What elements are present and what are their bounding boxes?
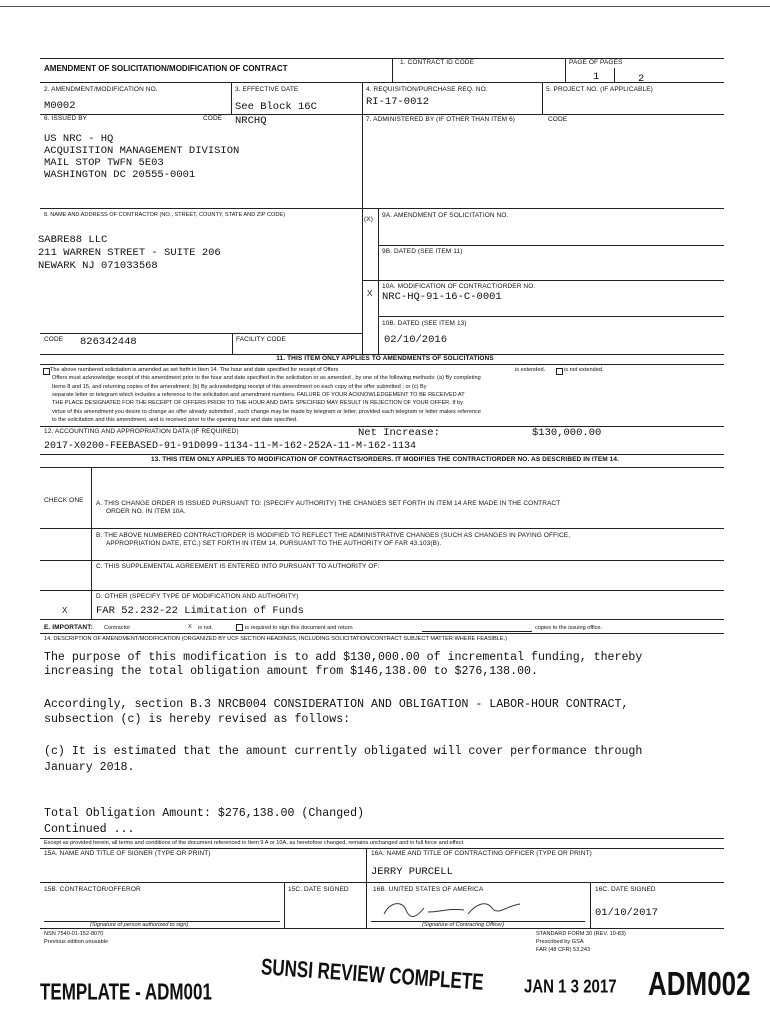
contractor-code: 826342448 [80, 336, 137, 348]
rule [542, 82, 543, 114]
rule [614, 68, 615, 82]
requisition-no: RI-17-0012 [366, 96, 430, 108]
block11-text-5: virtue of this amendment you desire to change an offer already submitted , such change may be made by telegram or letter, provided each telegram or letter makes reference [52, 409, 481, 415]
important-contractor: Contractor [104, 625, 131, 631]
contractor-code-label: CODE [44, 336, 64, 343]
nsn: NSN 7540-01-152-8070 [44, 931, 104, 937]
amendment-no-label: 2. AMENDMENT/MODIFICATION NO. [44, 86, 158, 93]
standard-form: STANDARD FORM 30 (REV. 10-83) [536, 931, 626, 937]
page-number: 1 [593, 71, 600, 83]
description-line-5: subsection (c) is hereby revised as follows: [44, 713, 351, 726]
accounting-label: 12. ACCOUNTING AND APPROPRIATION DATA (IF REQUIRED) [44, 428, 239, 435]
block11-line1: The above numbered solicitation is amended as set forth in Item 14. The hour and date specified for receipt of Offers [50, 367, 339, 373]
item13-b2: APPROPRIATION DATE, ETC.) SET FORTH IN ITEM 14, PURSUANT TO THE AUTHORITY OF FAR 43.103(B). [106, 540, 442, 547]
item13-a2: ORDER NO. IN ITEM 10A. [106, 508, 186, 515]
rule [40, 208, 362, 209]
rule [40, 633, 724, 634]
mod-dated: 02/10/2016 [384, 334, 448, 346]
contractor-label: 8. NAME AND ADDRESS OF CONTRACTOR (NO., STREET, COUNTY, STATE AND ZIP CODE) [44, 212, 285, 218]
contractor-line-3: NEWARK NJ 071033568 [38, 260, 158, 272]
description-line-7: (c) It is estimated that the amount currently obligated will cover performance through [44, 745, 643, 758]
prescribed-by: Prescribed by GSA [536, 939, 584, 945]
contractor-signature-label: (Signature of person authorized to sign) [90, 922, 189, 928]
description-line-8: January 2018. [44, 761, 135, 774]
item13-b: B. THE ABOVE NUMBERED CONTRACT/ORDER IS MODIFIED TO REFLECT THE ADMINISTRATIVE CHANGES (SUCH AS CHANGES IN PAYING OFFICE, [96, 532, 571, 539]
page-label: PAGE OF PAGES [569, 59, 623, 66]
checkbox-not-extended[interactable] [556, 368, 563, 375]
issued-by-code-label: CODE [203, 115, 223, 122]
rule [40, 528, 724, 529]
issued-by-line-4: WASHINGTON DC 20555-0001 [44, 169, 196, 181]
date-stamp: JAN 1 3 2017 [524, 976, 617, 998]
contractor-line-2: 211 WARREN STREET - SUITE 206 [38, 247, 221, 259]
accounting-data: 2017-X0200-FEEBASED-91-91D099-1134-11-M-162-252A-11-M-162-1134 [44, 441, 417, 452]
rule [362, 82, 363, 354]
col-x-mark: (X) [364, 216, 373, 223]
rule [40, 928, 724, 929]
contract-id-label: 1. CONTRACT ID CODE [400, 59, 475, 66]
rule [362, 280, 724, 281]
co-date-label: 16C. DATE SIGNED [595, 886, 656, 893]
mod-contract-no-label: 10A. MODIFICATION OF CONTRACT/ORDER NO. [382, 283, 536, 290]
co-signature-label: (Signature of Contracting Officer) [422, 922, 505, 928]
issued-by-code: NRCHQ [235, 115, 267, 127]
co-name: JERRY PURCELL [371, 866, 453, 878]
mod-dated-label: 10B. DATED (SEE ITEM 13) [382, 320, 467, 327]
project-no-label: 5. PROJECT NO. (IF APPLICABLE) [546, 86, 653, 93]
block11-text-2: Items 8 and 15, and returning copies of the amendment; (b) By acknowledging receipt of this amendment on each copy of the offer submitted ; or (c) By [52, 384, 427, 390]
administered-by-code-label: CODE [548, 116, 568, 123]
solicitation-no-label: 9A. AMENDMENT OF SOLICITATION NO. [382, 212, 509, 219]
mod-x-mark: X [367, 289, 373, 298]
rule [590, 882, 591, 928]
usa-label: 16B. UNITED STATES OF AMERICA [373, 886, 484, 893]
rule [91, 467, 92, 619]
amendment-no: M0002 [44, 100, 76, 112]
facility-code-label: FACILITY CODE [236, 336, 286, 343]
important-label: E. IMPORTANT: [44, 624, 93, 631]
rule [392, 58, 393, 82]
description-line-2: increasing the total obligation amount from $146,138.00 to $276,138.00. [44, 665, 538, 678]
important-is-required: is required to sign this document and return [245, 625, 353, 631]
rule [40, 848, 724, 849]
rule [40, 560, 724, 561]
rule [232, 333, 233, 354]
pages-count: 2 [638, 73, 645, 85]
issued-by-line-2: ACQUISITION MANAGEMENT DIVISION [44, 145, 240, 157]
item13-a: A. THIS CHANGE ORDER IS ISSUED PURSUANT TO: (SPECIFY AUTHORITY) THE CHANGES SET FORTH IN ITEM 14 ARE MADE IN THE CONTRACT [96, 500, 561, 507]
template-stamp: TEMPLATE - ADM001 [40, 979, 212, 1005]
rule [378, 245, 724, 246]
except-text: Except as provided herein, all terms and conditions of the document referenced in Item 9 A or 10A, as heretofore changed, remains unchanged and in full force and effect. [44, 840, 465, 846]
block11-text-4: THE PLACE DESIGNATED FOR THE RECEIPT OF OFFERS PRIOR TO THE HOUR AND DATE SPECIFIED MAY RESULT IN REJECTION OF YOUR OFFER. If by [52, 400, 463, 406]
contractor-offeror-label: 15B. CONTRACTOR/OFFEROR [44, 886, 141, 893]
effective-date: See Block 16C [235, 101, 317, 113]
description-line-1: The purpose of this modification is to add $130,000.00 of incremental funding, thereby [44, 651, 643, 664]
rule [378, 208, 379, 354]
rule [40, 333, 362, 334]
description-line-12: Continued ... [44, 823, 135, 836]
description-line-11: Total Obligation Amount: $276,138.00 (Changed) [44, 807, 365, 820]
item13-d-mark: X [62, 606, 68, 615]
rule [40, 82, 724, 83]
previous-edition: Previous edition unusable [44, 939, 109, 945]
block11-title: 11. THIS ITEM ONLY APPLIES TO AMENDMENTS OF SOLICITATIONS [276, 355, 494, 362]
rule [40, 619, 724, 620]
administered-by-label: 7. ADMINISTERED BY (IF OTHER THAN ITEM 6) [366, 116, 516, 123]
checkbox-is-required[interactable] [236, 624, 243, 631]
adm-stamp: ADM002 [648, 964, 751, 1003]
rule [40, 838, 724, 839]
net-increase-label: Net Increase: [358, 427, 440, 439]
co-date: 01/10/2017 [595, 907, 659, 919]
block11-text-3: separate letter or telegram which includes a reference to the solicitation and amendment numbers. FAILURE OF YOUR ACKNOWLEDGEMENT TO BE RECEIVED AT [52, 392, 465, 398]
item13-c: C. THIS SUPPLEMENTAL AGREEMENT IS ENTERED INTO PURSUANT TO AUTHORITY OF: [96, 563, 380, 570]
top-rule [0, 6, 770, 7]
important-copies: copies to the issuing office. [535, 625, 603, 631]
important-is-not: is not, [198, 625, 213, 631]
issued-by-line-3: MAIL STOP TWFN 5E03 [44, 157, 164, 169]
review-stamp: SUNSI REVIEW COMPLETE [260, 954, 485, 996]
co-signature [380, 896, 530, 922]
mod-contract-no: NRC-HQ-91-16-C-0001 [382, 291, 502, 303]
checkbox-sol-amended[interactable] [43, 368, 50, 375]
copies-blank [422, 631, 532, 632]
effective-date-label: 3. EFFECTIVE DATE [235, 86, 299, 93]
item13-d-value: FAR 52.232-22 Limitation of Funds [96, 605, 304, 617]
block11-text-1: Offers must acknowledge receipt of this amendment prior to the hour and date specified in the solicitation or as amended , by one of the following methods: (a) By completing [52, 375, 481, 381]
form-title: AMENDMENT OF SOLICITATION/MODIFICATION OF CONTRACT [44, 64, 288, 73]
rule [284, 882, 285, 928]
issued-by-label: 6. ISSUED BY [44, 115, 88, 122]
block13-title: 13. THIS ITEM ONLY APPLIES TO MODIFICATION OF CONTRACTS/ORDERS. IT MODIFIES THE CONTRACT/ORDER NO. AS DESCRIBED IN ITEM 14. [150, 456, 620, 463]
contractor-line-1: SABRE88 LLC [38, 234, 108, 246]
requisition-label: 4. REQUISITION/PURCHASE REQ. NO. [366, 86, 488, 93]
rule [40, 114, 724, 115]
rule [378, 316, 724, 317]
important-x: X [188, 624, 192, 630]
rule [40, 467, 724, 468]
issued-by-line-1: US NRC - HQ [44, 133, 114, 145]
block11-not-extended: is not extended. [564, 367, 604, 373]
rule [40, 364, 724, 365]
rule [362, 208, 724, 209]
item13-d: D. OTHER (SPECIFY TYPE OF MODIFICATION AND AUTHORITY) [96, 593, 299, 600]
net-increase-amount: $130,000.00 [532, 427, 602, 439]
rule [231, 82, 232, 114]
rule [40, 882, 724, 883]
block11-extended: is extended. [515, 367, 546, 373]
contractor-date-label: 15C. DATE SIGNED [288, 886, 349, 893]
co-name-label: 16A. NAME AND TITLE OF CONTRACTING OFFICER (TYPE OR PRINT) [371, 850, 592, 857]
description-label: 14. DESCRIPTION OF AMENDMENT/MODIFICATION (ORGANIZED BY UCF SECTION HEADINGS, INCLUDING SOLICITATION/CONTRACT SUBJECT MATTER WHERE FEASIBLE.) [44, 636, 507, 642]
rule [366, 848, 367, 928]
description-line-4: Accordingly, section B.3 NRCB004 CONSIDERATION AND OBLIGATION - LABOR-HOUR CONTRACT, [44, 698, 629, 711]
signer-name-label: 15A. NAME AND TITLE OF SIGNER (TYPE OR PRINT) [44, 850, 211, 857]
solicitation-dated-label: 9B. DATED (SEE ITEM 11) [382, 248, 463, 255]
far-reference: FAR (48 CFR) 53.243 [536, 947, 591, 953]
check-one-label: CHECK ONE [44, 497, 84, 504]
block11-text-6: to the solicitation and this amendment, and is received prior to the opening hour and date specified. [52, 417, 298, 423]
rule [565, 58, 566, 82]
rule [40, 590, 724, 591]
rule [40, 454, 724, 455]
